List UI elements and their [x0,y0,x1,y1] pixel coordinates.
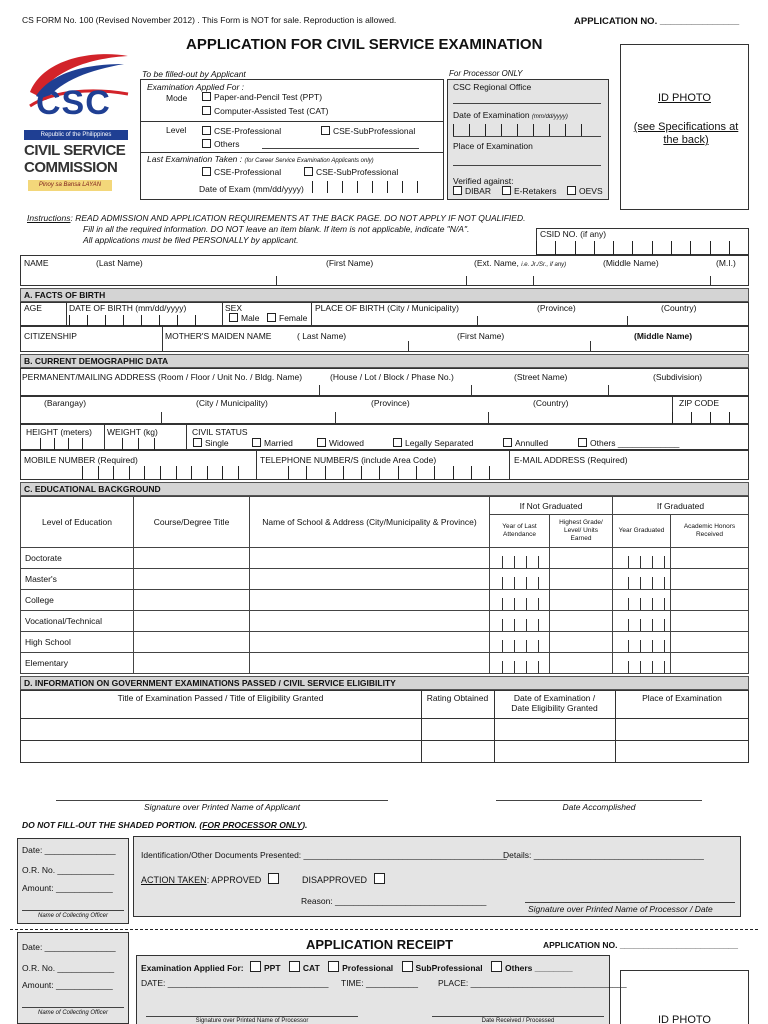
year-digit-tick [502,619,503,631]
receipt-ppt-checkbox[interactable] [250,961,261,972]
height-divider [104,424,105,450]
year-digit-tick [640,598,641,610]
level-label: Level [166,125,187,135]
collecting-officer-line [22,910,124,911]
weight-input[interactable] [122,438,170,450]
others-label: Others [214,139,240,149]
address-label: PERMANENT/MAILING ADDRESS (Room / Floor / Unit No. / Bldg. Name) [22,372,303,382]
female-option[interactable]: Female [267,313,307,323]
name-label: NAME [24,258,49,268]
year-digit-tick [664,577,665,589]
level-cell: Doctorate [21,548,134,569]
mobile-divider [256,450,257,480]
married-checkbox[interactable] [252,438,261,447]
pob-country-label: (Country) [661,303,697,313]
mother-middle-label: (Middle Name) [634,331,693,341]
eretakers-option[interactable]: E-Retakers [502,186,557,196]
proc-date-baseline [453,136,601,137]
section-c-header: C. EDUCATIONAL BACKGROUND [20,482,749,496]
mobile-input[interactable] [82,466,254,480]
mother-label: MOTHER'S MAIDEN NAME [165,331,272,341]
mother-tick-2 [590,341,591,352]
date-accomplished-line[interactable] [496,800,702,801]
date-exam-input[interactable] [312,181,436,193]
year-grad-header: Year Graduated [613,515,671,548]
zip-label: ZIP CODE [679,398,719,408]
year-digit-tick [640,556,641,568]
receipt-exam-row: Examination Applied For: PPT CAT Professional SubProfessional Others ________ [141,963,573,973]
age-divider [66,302,67,326]
sex-divider [311,302,312,326]
receipt-date-received-label: Date Received / Processed [481,1018,555,1024]
logo-line1: CIVIL SERVICE [24,142,126,159]
section-b-header: B. CURRENT DEMOGRAPHIC DATA [20,354,749,368]
col-school-header: Name of School & Address (City/Municipality & Province) [250,497,490,548]
form-title: APPLICATION FOR CIVIL SERVICE EXAMINATION [186,36,543,53]
name-tick-1 [276,276,277,286]
year-digit-tick [502,640,503,652]
payment-amount[interactable]: Amount: ____________ [22,883,113,893]
year-digit-tick [502,598,503,610]
civil-others-checkbox[interactable] [578,438,587,447]
exam-title-header: Title of Examination Passed / Title of Eligibility Granted [117,693,324,703]
year-last-header: Year of Last Attendance [490,515,550,548]
year-digit-tick [664,661,665,673]
addr-country-label: (Country) [533,398,569,408]
id-photo-spec: (see Specifications at the back) [633,121,739,146]
subpro-checkbox[interactable] [321,126,330,135]
last-pro-option[interactable] [202,167,281,177]
payment-or-no[interactable]: O.R. No. ____________ [22,865,115,875]
year-digit-tick [526,556,527,568]
level-cell: College [21,590,134,611]
civil-others-option[interactable]: Others _____________ [578,438,679,448]
mobile-label: MOBILE NUMBER (Required) [24,455,138,465]
pro-option[interactable] [202,126,281,136]
receipt-processor-sig-line[interactable] [146,1016,358,1017]
shaded-note: DO NOT FILL-OUT THE SHADED PORTION. (FOR PROCESSOR ONLY). [22,820,308,830]
last-subpro-label: CSE-SubProfessional [316,167,399,177]
exam-place-header: Place of Examination [642,693,722,703]
last-exam-label: Last Examination Taken : (for Career Service Examination Applicants only) [147,154,374,164]
dob-label: DATE OF BIRTH (mm/dd/yyyy) [69,303,187,313]
pob-tick-2 [627,316,628,326]
logo-tagline: Pinoy sa Bansa LAYAN [28,180,112,191]
last-name-label: (Last Name) [96,258,143,268]
barangay-label: (Barangay) [44,398,87,408]
date-accomplished-label: Date Accomplished [562,802,636,812]
year-digit-tick [502,577,503,589]
instructions-line2: Fill in all the required information. DO NOT leave an item blank. If item is not applicable, indicate "N/A". [83,224,470,234]
ppt-option[interactable] [202,92,322,102]
reason-label[interactable]: Reason: ________________________________ [301,896,487,906]
mi-label: (M.I.) [716,258,736,268]
applicant-box-heading: To be filled-out by Applicant [142,69,246,79]
annulled-checkbox[interactable] [503,438,512,447]
year-digit-tick [526,640,527,652]
place-exam-label: Place of Examination [453,141,533,151]
subpro-label: CSE-SubProfessional [333,126,416,136]
widowed-option[interactable]: Widowed [317,438,364,448]
citizenship-divider [162,326,163,352]
proc-date-exam-label: Date of Examination (mm/dd/yyyy) [453,110,568,120]
addr-province-label: (Province) [371,398,410,408]
receipt-title: APPLICATION RECEIPT [306,937,454,952]
year-digit-tick [538,556,539,568]
year-digit-tick [640,661,641,673]
csc-logo [24,50,132,168]
regional-office-line [453,103,601,104]
telephone-input[interactable] [288,466,508,480]
if-graduated-header: If Graduated [613,497,749,515]
processor-box-heading: For Processor ONLY [449,69,523,78]
weight-divider [186,424,187,450]
applicant-signature-line[interactable] [56,800,388,801]
csc-logo-abbrev: CSC [36,84,111,122]
section-d-header: D. INFORMATION ON GOVERNMENT EXAMINATIONS PASSED / CIVIL SERVICE ELIGIBILITY [20,676,749,690]
rating-header: Rating Obtained [426,693,489,703]
cat-option[interactable] [202,106,328,116]
citizenship-label: CITIZENSHIP [24,331,77,341]
place-exam-line [453,165,601,166]
mother-tick-1 [408,341,409,352]
disapproved-row: DISAPPROVED [302,873,388,885]
civil-label: CIVIL STATUS [192,427,248,437]
exam-row-divider-2 [20,740,749,741]
form-number: CS FORM No. 100 (Revised November 2012) . This Form is NOT for sale. Reproduction is allowed. [22,15,397,25]
level-cell: Elementary [21,653,134,674]
receipt-application-no: APPLICATION NO. _________________________ [543,940,738,950]
height-input[interactable] [40,438,96,450]
receipt-or-no[interactable]: O.R. No. ____________ [22,963,115,973]
processor-signature-line[interactable] [525,902,735,903]
cut-line [10,929,758,930]
logo-republic-banner: Republic of the Philippines [24,130,128,140]
last-pro-label: CSE-Professional [214,167,282,177]
year-digit-tick [526,661,527,673]
receipt-collecting-label: Name of Collecting Officer [37,1010,109,1016]
subpro-option[interactable] [321,126,415,136]
year-digit-tick [502,661,503,673]
year-digit-tick [514,556,515,568]
year-digit-tick [628,598,629,610]
male-option[interactable]: Male [229,313,259,323]
last-subpro-option[interactable] [304,167,398,177]
last-subpro-checkbox[interactable] [304,167,313,176]
level-cell: Vocational/Technical [21,611,134,632]
exam-row-divider-1 [20,718,749,719]
disapproved-checkbox[interactable] [374,873,385,884]
year-digit-tick [514,619,515,631]
last-pro-checkbox[interactable] [202,167,211,176]
pob-province-label: (Province) [537,303,576,313]
csid-label: CSID NO. (if any) [540,229,607,239]
others-checkbox[interactable] [202,139,211,148]
others-option[interactable] [202,139,240,149]
year-digit-tick [526,577,527,589]
level-cell: Master's [21,569,134,590]
exam-date-header: Date of Examination / Date Eligibility Granted [511,693,598,713]
year-digit-tick [664,640,665,652]
year-digit-tick [526,619,527,631]
separated-checkbox[interactable] [393,438,402,447]
year-digit-tick [652,661,653,673]
eretakers-checkbox[interactable] [502,186,511,195]
pro-label: CSE-Professional [214,126,282,136]
age-label: AGE [24,303,42,313]
middle-name-label: (Middle Name) [603,258,659,268]
processor-signature-label: Signature over Printed Name of Processor / Date [528,904,713,914]
receipt-pro-checkbox[interactable] [328,961,339,972]
pob-label: PLACE OF BIRTH (City / Municipality) [315,303,459,313]
name-tick-3 [533,276,534,286]
year-digit-tick [628,556,629,568]
house-label: (House / Lot / Block / Phase No.) [330,372,454,382]
dibar-option[interactable]: DIBAR [453,186,491,196]
email-label: E-MAIL ADDRESS (Required) [514,455,628,465]
section-a-header: A. FACTS OF BIRTH [20,288,749,302]
details-label[interactable]: Details: ____________________________________ [503,850,704,860]
cat-label: Computer-Assisted Test (CAT) [214,106,329,116]
others-line [262,148,419,149]
mother-first-label: (First Name) [457,331,505,341]
level-divider [140,121,444,122]
logo-line2: COMMISSION [24,159,118,176]
year-digit-tick [664,619,665,631]
receipt-date-received-line[interactable] [432,1016,604,1017]
col-level-header: Level of Education [21,497,134,548]
married-option[interactable]: Married [252,438,293,448]
addr-tick-1 [319,385,320,396]
year-digit-tick [652,619,653,631]
year-digit-tick [538,619,539,631]
zip-input[interactable] [672,412,749,424]
date-exam-label: Date of Exam (mm/dd/yyyy) [199,184,304,194]
col-course-header: Course/Degree Title [134,497,250,548]
receipt-collecting-line [22,1007,124,1008]
year-digit-tick [652,577,653,589]
oevs-option[interactable]: OEVS [567,186,603,196]
verified-label: Verified against: [453,176,514,186]
last-exam-divider [140,152,444,153]
receipt-date[interactable]: Date: _______________ [22,942,116,952]
single-checkbox[interactable] [193,438,202,447]
year-digit-tick [664,556,665,568]
pro-checkbox[interactable] [202,126,211,135]
addr-tick-3 [608,385,609,396]
female-checkbox[interactable] [267,313,276,322]
year-digit-tick [664,598,665,610]
ppt-checkbox[interactable] [202,92,211,101]
application-no-label: APPLICATION NO. _______________ [574,16,740,27]
level-cell: High School [21,632,134,653]
year-digit-tick [526,598,527,610]
addr2-tick-2 [335,412,336,424]
id-docs-label[interactable]: Identification/Other Documents Presented: ___________________________________________ [141,850,507,860]
year-digit-tick [652,556,653,568]
dob-input[interactable] [69,315,219,326]
oevs-checkbox[interactable] [567,186,576,195]
subdivision-label: (Subdivision) [653,372,703,382]
instructions-line1: Instructions: READ ADMISSION AND APPLICATION REQUIREMENTS AT THE BACK PAGE. DO NOT APPLY IF NOT QUALIFIED. [27,213,526,223]
receipt-amount[interactable]: Amount: ____________ [22,980,113,990]
receipt-processor-sig-label: Signature over Printed Name of Processor [195,1018,309,1024]
action-taken-row: ACTION TAKEN: APPROVED [141,873,282,885]
addr2-tick-1 [161,412,162,424]
exam-applied-label: Examination Applied For : [147,82,245,92]
year-digit-tick [640,640,641,652]
not-graduated-header: If Not Graduated [490,497,613,515]
sex-label: SEX [225,303,243,313]
dibar-checkbox[interactable] [453,186,462,195]
regional-office-label: CSC Regional Office [453,82,532,92]
highest-grade-header: Highest Grade/ Level/ Units Earned [550,515,613,548]
city-label: (City / Municipality) [196,398,268,408]
instructions-line3: All applications must be filed PERSONALLY by applicant. [83,235,299,245]
addr2-tick-3 [488,412,489,424]
year-digit-tick [652,598,653,610]
dob-divider [222,302,223,326]
name-tick-2 [466,276,467,286]
year-digit-tick [628,661,629,673]
pob-tick-1 [477,316,478,326]
year-digit-tick [628,640,629,652]
id-photo-title: ID PHOTO [658,92,711,104]
name-tick-4 [710,276,711,286]
applicant-signature-label: Signature over Printed Name of Applicant [143,802,301,812]
height-label: HEIGHT (meters) [26,427,92,437]
receipt-date-line[interactable]: DATE: __________________________________ [141,978,329,988]
collecting-officer-label: Name of Collecting Officer [37,913,109,919]
weight-label: WEIGHT (kg) [107,427,158,437]
year-digit-tick [538,640,539,652]
widowed-checkbox[interactable] [317,438,326,447]
year-digit-tick [514,661,515,673]
first-name-label: (First Name) [326,258,374,268]
receipt-time-line[interactable]: TIME: ___________ [341,978,419,988]
year-digit-tick [514,640,515,652]
csid-input[interactable] [536,241,749,255]
year-digit-tick [514,598,515,610]
year-digit-tick [538,598,539,610]
receipt-cat-checkbox[interactable] [289,961,300,972]
ppt-label: Paper-and-Pencil Test (PPT) [214,92,323,102]
addr-tick-2 [471,385,472,396]
single-option[interactable]: Single [193,438,229,448]
mother-last-label: ( Last Name) [297,331,347,341]
ext-name-label: (Ext. Name, i.e. Jr./Sr., if any) [474,258,567,268]
male-checkbox[interactable] [229,313,238,322]
receipt-others-checkbox[interactable] [491,961,502,972]
street-label: (Street Name) [514,372,568,382]
cat-checkbox[interactable] [202,106,211,115]
receipt-photo-label: ID PHOTO [658,1014,711,1024]
year-digit-tick [514,577,515,589]
year-digit-tick [502,556,503,568]
proc-date-exam-input[interactable] [453,124,601,136]
telephone-divider [509,450,510,480]
separated-option[interactable]: Legally Separated [393,438,474,448]
year-digit-tick [640,619,641,631]
year-digit-tick [628,619,629,631]
honors-header: Academic Honors Received [671,515,749,548]
payment-date[interactable]: Date: _______________ [22,845,116,855]
year-digit-tick [538,661,539,673]
year-digit-tick [628,577,629,589]
annulled-option[interactable]: Annulled [503,438,548,448]
receipt-place-line[interactable]: PLACE: _________________________________ [438,978,627,988]
year-digit-tick [652,640,653,652]
year-digit-tick [640,577,641,589]
receipt-subpro-checkbox[interactable] [402,961,413,972]
year-digit-tick [538,577,539,589]
mode-label: Mode [166,93,188,103]
approved-checkbox[interactable] [268,873,279,884]
telephone-label: TELEPHONE NUMBER/S (include Area Code) [260,455,437,465]
